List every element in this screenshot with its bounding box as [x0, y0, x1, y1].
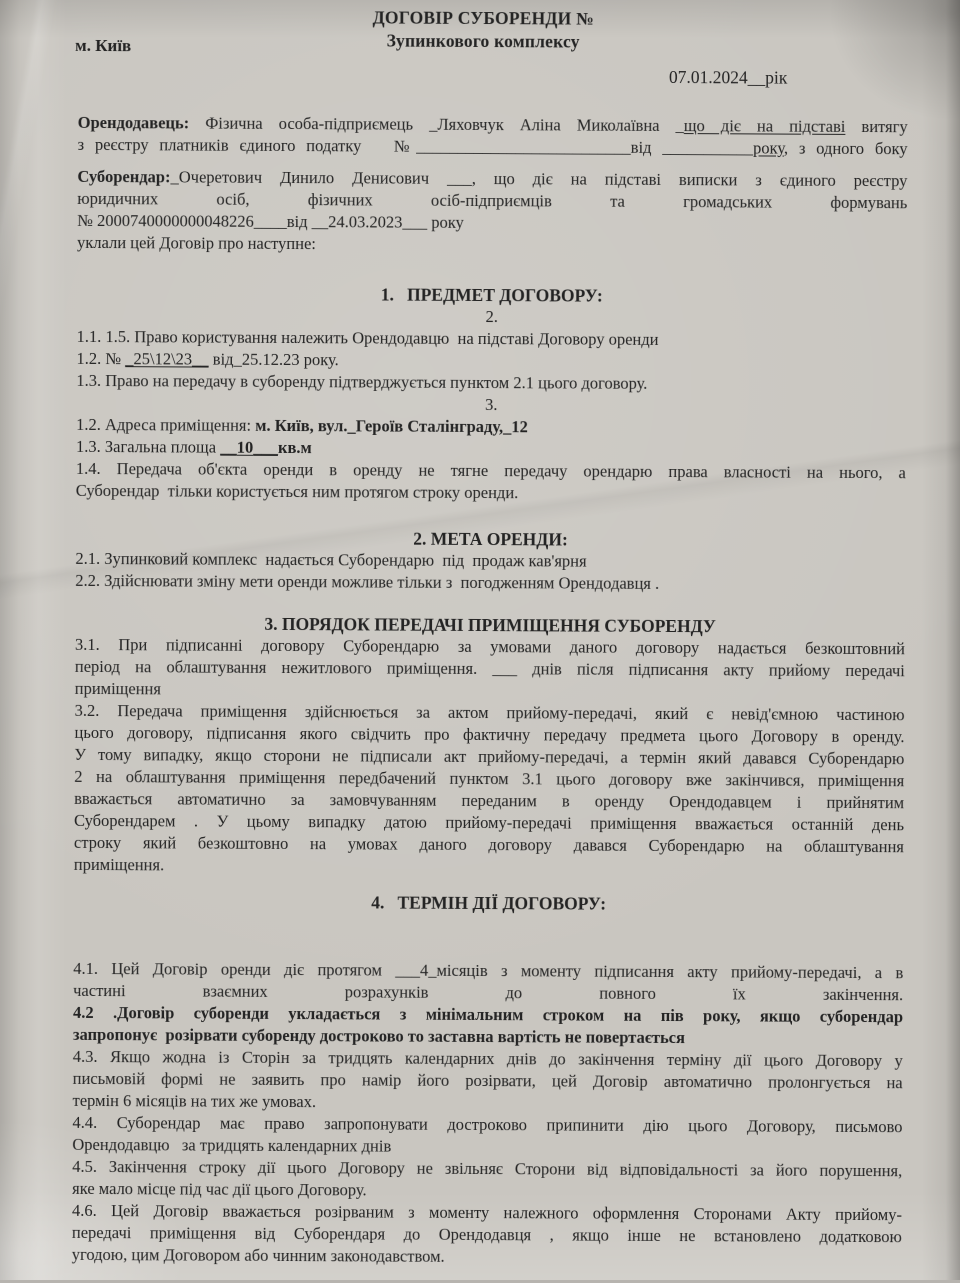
text-run: частині взаємних розрахунків до повного їх закінчення.: [73, 980, 904, 1005]
text-run: з реєстру платників єдиного податку №: [77, 134, 417, 156]
document-subtitle: Зупинкового комплексу: [386, 30, 580, 52]
text-run: 2.: [485, 307, 498, 327]
clause-4-1: [73, 958, 903, 1006]
party-subtenant: [77, 166, 907, 258]
text-run: приміщення.: [73, 854, 165, 875]
text-run: письмовій формі не заявить про намір його розірвати, цей Договір автоматично пролонгується на: [72, 1068, 903, 1093]
text-run: 2 на облаштування приміщення передбачений пунктом 3.1 цього договору вже закінчився, приміщення: [74, 766, 905, 791]
clause-4-2: [73, 1002, 903, 1050]
text-run: Фізична особа-підприємець _Ляховчук Аліна Миколаївна _: [205, 113, 684, 136]
text-run: уклали цей Договір про наступне:: [77, 232, 316, 254]
document-header: [3, 0, 960, 101]
text-run: від: [630, 137, 663, 157]
text-run: 4.5. Закінчення строку дії цього Договору не звільняє Сторони від відповідальності за його порушення,: [72, 1156, 903, 1181]
text-run: року: [753, 138, 785, 158]
text-run: Орендодавець:: [77, 112, 206, 133]
text-run: яке мало місце під час дії цього Договору.: [72, 1178, 367, 1200]
clause-3-2-line: [74, 832, 904, 858]
text-run: приміщення: [74, 678, 162, 699]
clause-4-3: [73, 1046, 903, 1116]
text-run: 4.3. Якщо жодна із Сторін за тридцять календарних днів до закінчення терміну дії цього Договору у: [72, 1046, 903, 1071]
text-run: запропонує розірвати суборенду достроково то заставна вартість не повертається: [72, 1024, 686, 1048]
text-run: 1.2. Адреса приміщення:: [76, 414, 256, 435]
text-run: 2. МЕТА ОРЕНДИ:: [413, 528, 568, 550]
text-run: 1. ПРЕДМЕТ ДОГОВОРУ:: [380, 284, 603, 306]
text-run: __: [220, 437, 237, 457]
text-run: строку який безкоштовно на умовах даного договору давався Суборендарю на облаштування: [73, 832, 904, 857]
document-date: 07.01.2024__рік: [668, 66, 788, 88]
clause-3-2: [74, 700, 905, 880]
text-run: Суборендар тільки користується ним протягом строку оренди.: [75, 480, 519, 503]
text-run: Суборендар:: [77, 166, 171, 187]
text-run: 4.1. Цей Договір оренди діє протягом ___4_місяців з моменту підписання акту прийому-передачі, а в: [73, 958, 904, 983]
party-lessor-line: [78, 134, 908, 160]
text-run: 10: [236, 437, 254, 457]
text-run: 4.4. Суборендар має право запропонувати достроково припинити дію цього Договору, письмово: [72, 1112, 903, 1137]
text-run: угодою, цим Договором або чинним законодавством.: [71, 1244, 445, 1266]
clause-1-3: [76, 370, 906, 396]
text-run: період на облаштування нежитлового приміщення. ___ днів після підписання акту прийому передачі: [74, 656, 905, 681]
text-run: 4.2 .Договір суборенди укладається з мінімальним строком на пів року, якщо суборендар: [72, 1002, 904, 1027]
text-run: 1.4. Передача об'єкта оренди в оренду не тягне передачу орендарю права власності на нього, а: [75, 458, 906, 483]
clause-1-4: [76, 458, 906, 506]
text-run: № 2000740000000048226____від __24.03.2023___ року: [77, 210, 464, 232]
text-run: 3.1. При підписанні договору Суборендарю за умовами даного договору надається безкоштовний: [74, 634, 906, 659]
text-run: цього договору, підписання якого свідчить про фактичну передачу предмета цього Договору в оренду.: [74, 722, 905, 747]
text-run: витягу: [845, 116, 908, 137]
text-run: ___: [253, 437, 279, 457]
document-city: м. Київ: [75, 35, 132, 56]
clause-2-2: [75, 570, 905, 596]
text-run: вважається автоматично за замовчуванням переданим в оренду Орендодавцем і прийнятим: [74, 788, 905, 813]
clause-1-3-line: [76, 370, 906, 396]
text-run: передачі приміщення від Суборендаря до Орендодавця , якщо інше не встановлено додатковою: [71, 1222, 902, 1247]
clause-1-4-line: [76, 480, 906, 506]
text-run: 2.1. Зупинковий комплекс надається Суборендарю під продаж кав'ярня: [75, 548, 587, 571]
text-run: _Очеретович Динило Денисович ___, що діє на підставі виписки з єдиного реєстру: [170, 167, 908, 191]
text-run: 1.1. 1.5. Право користування належить Орендодавцю на підставі Договору оренди: [76, 326, 659, 349]
text-run: 1.2. №: [76, 348, 126, 369]
text-run: 2.2. Здійснювати зміну мети оренди можливе тільки з погодженням Орендодавця .: [75, 570, 660, 593]
text-run: 3.2. Передача приміщення здійснюється за актом прийому-передачі, який є невід'ємною частиною: [74, 700, 905, 725]
section-4-heading-line: [74, 890, 904, 916]
clause-4-4: [72, 1112, 902, 1160]
text-run: м. Київ, вул._Героїв Сталінграду,_12: [255, 415, 528, 437]
text-run: __________________________: [416, 136, 631, 157]
clause-3-1-line: [75, 656, 905, 682]
text-run: 4.6. Цей Договір вважається розірваним з моменту належного оформлення Сторонами Акту прийому-: [71, 1200, 903, 1225]
text-run: У тому випадку, якщо сторони не підписали акт прийому-передачі, а термін який давався Суборендарю: [74, 744, 905, 769]
text-run: 3.: [484, 395, 498, 415]
text-run: 4. ТЕРМІН ДІЇ ДОГОВОРУ:: [371, 892, 607, 914]
text-run: юридичних осіб, фізичних осіб-підприємців та громадських формувань: [77, 188, 908, 213]
text-run: _25\12\23__: [125, 349, 209, 369]
text-run: 1.3. Загальна площа: [75, 436, 221, 457]
text-run: від_25.12.23 року.: [208, 349, 339, 370]
text-run: 3. ПОРЯДОК ПЕРЕДАЧІ ПРИМІЩЕННЯ СУБОРЕНДУ: [264, 613, 716, 637]
text-run: Орендодавцю за тридцять календарних днів: [72, 1134, 392, 1156]
text-run: Суборендарем . У цьому випадку датою прийому-передачі приміщення вважається останній день: [74, 810, 905, 835]
text-run: , з одного боку: [783, 138, 908, 159]
text-run: термін 6 місяців на тих же умовах.: [72, 1090, 317, 1112]
text-run: 1.3. Право на передачу в суборенду підтверджується пунктом 2.1 цього договору.: [76, 370, 648, 393]
clause-3-2-line: [74, 854, 904, 880]
clause-4-6-line: [72, 1244, 902, 1270]
clause-2-2-line: [75, 570, 905, 596]
party-lessor: [78, 112, 908, 160]
clause-3-1: [75, 634, 905, 704]
document-body: [72, 112, 908, 1270]
clause-4-5: [72, 1156, 902, 1204]
party-subtenant-line: [77, 232, 907, 258]
section-4-heading: [74, 890, 904, 916]
text-run: ___________: [662, 137, 754, 158]
clause-4-6: [72, 1200, 902, 1270]
text-run: що діє на підставі: [683, 116, 846, 136]
document-title: ДОГОВІР СУБОРЕНДИ №: [372, 7, 594, 29]
text-run: кв.м: [277, 437, 312, 458]
